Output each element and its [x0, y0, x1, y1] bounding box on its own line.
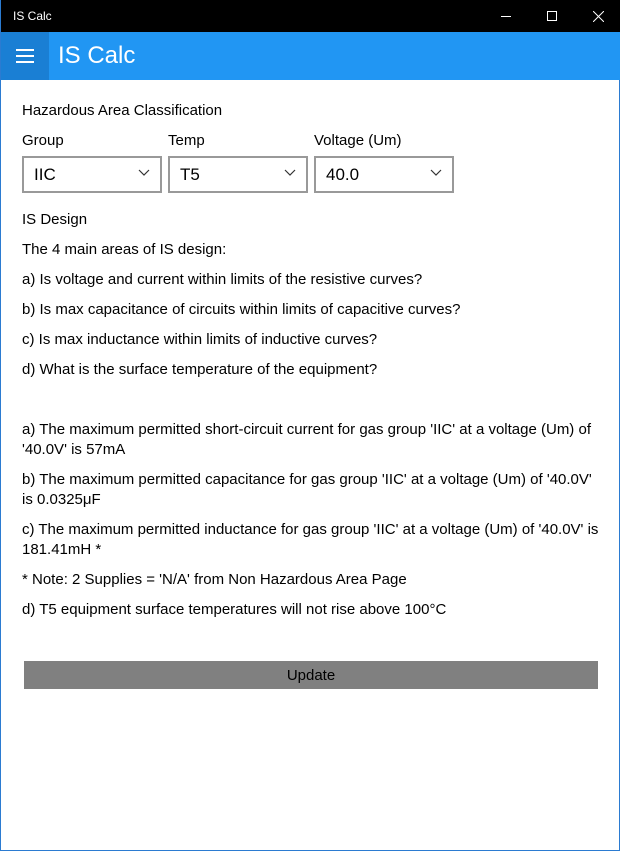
result-capacitance: b) The maximum permitted capacitance for gas group 'IIC' at a voltage (Um) of '40.0V' is 0.0325μF [22, 471, 592, 508]
design-heading: IS Design [22, 211, 88, 228]
voltage-dropdown[interactable] [314, 156, 454, 193]
menu-button[interactable] [1, 32, 49, 80]
app-header [1, 32, 620, 80]
window-title: IS Calc [13, 9, 52, 23]
maximize-icon [547, 11, 557, 21]
maximize-button[interactable] [529, 0, 575, 32]
temp-value: T5 [180, 165, 200, 184]
close-button[interactable] [575, 0, 620, 32]
result-inductance: c) The maximum permitted inductance for gas group 'IIC' at a voltage (Um) of '40.0V' is 181.41mH * [22, 521, 599, 558]
result-temperature: d) T5 equipment surface temperatures will not rise above 100°C [22, 601, 447, 618]
voltage-value: 40.0 [326, 165, 360, 184]
design-question-b: b) Is max capacitance of circuits within limits of capacitive curves? [22, 301, 461, 318]
hamburger-icon [16, 49, 34, 51]
title-bar [1, 0, 620, 32]
hazard-heading: Hazardous Area Classification [22, 102, 223, 119]
design-question-a: a) Is voltage and current within limits of the resistive curves? [22, 271, 423, 288]
temp-dropdown[interactable] [168, 156, 308, 193]
chevron-down-icon [138, 166, 150, 178]
group-dropdown[interactable] [22, 156, 162, 193]
design-intro: The 4 main areas of IS design: [22, 241, 227, 258]
result-current: a) The maximum permitted short-circuit current for gas group 'IIC' at a voltage (Um) of '40.0V' is 57mA [22, 421, 591, 458]
chevron-down-icon [284, 166, 296, 178]
close-icon [593, 11, 604, 22]
supplies-note: * Note: 2 Supplies = 'N/A' from Non Hazardous Area Page [22, 571, 407, 588]
chevron-down-icon [430, 166, 442, 178]
update-button[interactable]: Update [24, 661, 598, 689]
minimize-icon [501, 16, 511, 17]
temp-label: Temp [168, 132, 205, 149]
design-question-c: c) Is max inductance within limits of inductive curves? [22, 331, 378, 348]
page-title: IS Calc [58, 42, 136, 69]
minimize-button[interactable] [483, 0, 529, 32]
group-label: Group [22, 132, 64, 149]
group-value: IIC [34, 165, 56, 184]
voltage-label: Voltage (Um) [314, 132, 402, 149]
design-question-d: d) What is the surface temperature of the equipment? [22, 361, 378, 378]
